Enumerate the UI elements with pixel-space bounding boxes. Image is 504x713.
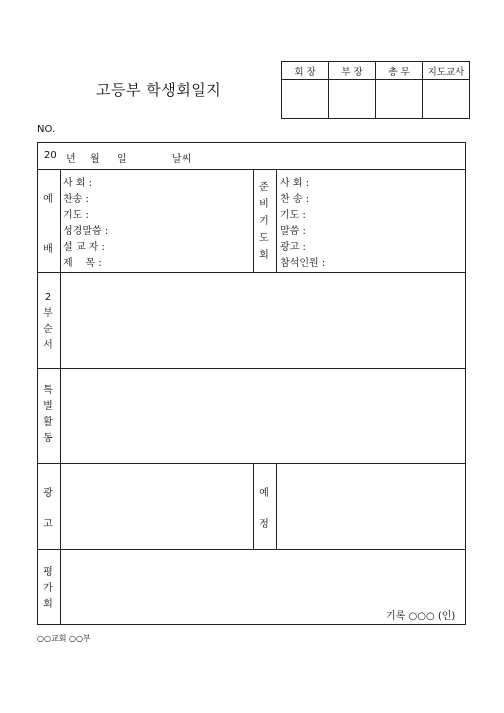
- prep-item-prayer: 기도 :: [280, 210, 306, 221]
- announce-side-label-top: 광: [43, 488, 53, 499]
- schedule-side-label-top: 예: [259, 488, 269, 499]
- row-divider: [37, 169, 466, 170]
- schedule-content-area[interactable]: [277, 464, 465, 548]
- special-side-label: 특 별 활 동: [43, 385, 53, 444]
- announce-content-area[interactable]: [61, 464, 252, 548]
- church-footer: ○○교회 ○○부: [37, 634, 91, 643]
- number-label: NO.: [37, 124, 56, 135]
- page-title: 고등부 학생회일지: [96, 81, 222, 99]
- worship-split-divider: [276, 169, 277, 272]
- worship-item-prayer: 기도 :: [63, 210, 89, 221]
- prep-item-leader: 사 회 :: [280, 178, 310, 189]
- announce-side-label-bottom: 고: [43, 519, 53, 530]
- worship-item-scripture: 성경말씀 :: [63, 226, 109, 237]
- date-month-label: 월: [90, 154, 100, 165]
- announce-split-divider: [253, 463, 254, 549]
- approval-table: [281, 61, 470, 119]
- prep-side-label: 준 비 기 도 회: [259, 182, 269, 261]
- evaluation-side-label: 평 가 회: [43, 567, 53, 610]
- approval-header-advisor: 지도교사: [423, 62, 470, 80]
- worship-item-sermon-title: 제 목 :: [63, 258, 102, 269]
- schedule-side-label-bottom: 정: [259, 519, 269, 530]
- part2-side-label: 2 부 순 서: [43, 292, 53, 351]
- approval-header-president: 회 장: [282, 62, 329, 80]
- worship-item-leader: 사 회 :: [63, 178, 93, 189]
- approval-sign-vice[interactable]: [329, 80, 376, 119]
- prep-item-attendance: 참석인원 :: [280, 258, 326, 269]
- date-day-label: 일: [117, 154, 127, 165]
- prep-item-hymn: 찬 송 :: [280, 194, 310, 205]
- approval-sign-president[interactable]: [282, 80, 329, 119]
- worship-item-preacher: 설 교 자 :: [63, 242, 105, 253]
- approval-sign-secretary[interactable]: [376, 80, 423, 119]
- date-year-label: 년: [66, 154, 76, 165]
- approval-sign-advisor[interactable]: [423, 80, 470, 119]
- prep-item-announce: 광고 :: [280, 242, 306, 253]
- special-content-area[interactable]: [61, 369, 465, 462]
- approval-header-secretary: 총 무: [376, 62, 423, 80]
- worship-item-hymn: 찬송 :: [63, 194, 89, 205]
- worship-side-label-top: 예: [43, 194, 53, 205]
- date-prefix: 20: [44, 150, 57, 161]
- part2-content-area[interactable]: [61, 273, 465, 367]
- worship-side-label-bottom: 배: [43, 244, 53, 255]
- weather-label: 날씨: [172, 154, 192, 165]
- prep-item-word: 말씀 :: [280, 226, 306, 237]
- approval-header-vice: 부 장: [329, 62, 376, 80]
- recorder-signature: 기록 ○○○ (인): [386, 611, 456, 622]
